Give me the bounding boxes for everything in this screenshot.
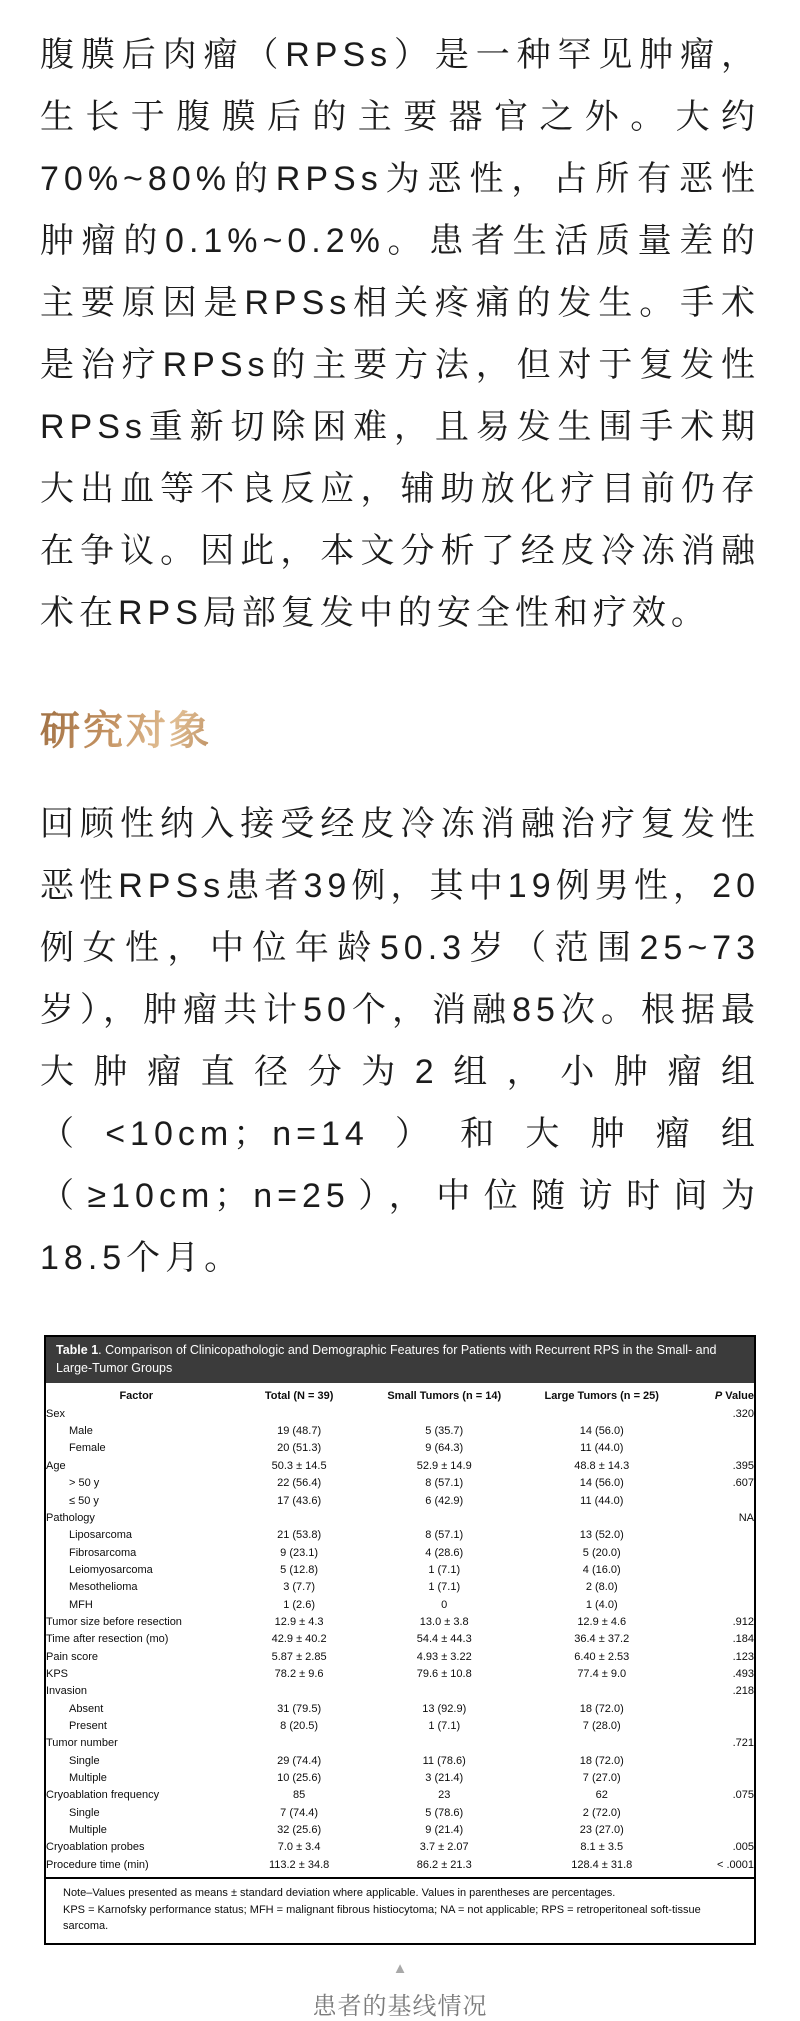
up-triangle-icon: ▲: [392, 1959, 408, 1977]
table-cell: 1 (4.0): [585, 1598, 618, 1611]
table-cell: 42.9 ± 40.2: [271, 1633, 327, 1646]
table-cell: 20 (51.3): [277, 1442, 322, 1455]
table-cell: 0: [441, 1598, 448, 1611]
col-header-small-tumors: Small Tumors (n = 14): [387, 1390, 502, 1402]
table-row: [46, 1805, 754, 1822]
table-row: [46, 1631, 754, 1648]
table1-notes: [46, 1877, 754, 1943]
table-cell: [517, 1684, 687, 1701]
col-header-total: Total (N = 39): [264, 1390, 334, 1402]
table1-figure: [44, 1335, 756, 1945]
p-value-cell: NA: [738, 1511, 754, 1524]
table-row: [46, 1666, 754, 1683]
row-factor-label: Female: [69, 1442, 106, 1455]
table-cell: 5 (20.0): [582, 1546, 621, 1559]
p-value-cell: [687, 1753, 754, 1770]
table-cell: [517, 1510, 687, 1527]
table-row: [46, 1857, 754, 1874]
table-cell: 77.4 ± 9.0: [577, 1667, 627, 1680]
table-cell: 7 (27.0): [582, 1772, 621, 1785]
table-row: [46, 1649, 754, 1666]
col-header-p-value: [687, 1383, 754, 1406]
table-cell: 11 (44.0): [580, 1494, 624, 1507]
table-cell: [227, 1406, 372, 1423]
table-cell: 8 (20.5): [280, 1719, 319, 1732]
row-factor-label: Single: [69, 1754, 100, 1767]
table-cell: [372, 1510, 517, 1527]
table-row: [46, 1822, 754, 1839]
row-factor-label: > 50 y: [69, 1477, 100, 1490]
table1-title-text: . Comparison of Clinicopathologic and Demographic Features for Patients with Recurrent RPS in the Small- and Large-Tumor Groups: [56, 1343, 717, 1375]
p-value-cell: [687, 1770, 754, 1787]
table-cell: 79.6 ± 10.8: [416, 1667, 472, 1680]
table-cell: 128.4 ± 31.8: [571, 1858, 633, 1871]
table-cell: 10 (25.6): [277, 1772, 322, 1785]
row-factor-label: Pathology: [46, 1511, 95, 1524]
p-value-cell: [687, 1527, 754, 1544]
table-cell: 21 (53.8): [277, 1529, 322, 1542]
table1: [46, 1383, 754, 1874]
table-cell: 8 (57.1): [425, 1477, 464, 1490]
table-cell: 1 (7.1): [428, 1719, 461, 1732]
p-value-cell: [687, 1441, 754, 1458]
table-cell: 4 (28.6): [425, 1546, 464, 1559]
table-row: [46, 1441, 754, 1458]
p-value-cell: [687, 1718, 754, 1735]
table-cell: 2 (8.0): [585, 1581, 618, 1594]
row-factor-label: Cryoablation probes: [46, 1841, 145, 1854]
table-cell: [227, 1510, 372, 1527]
table-cell: 29 (74.4): [277, 1754, 322, 1767]
table1-body: [46, 1406, 754, 1874]
p-value-cell: .005: [732, 1841, 754, 1854]
p-value-italic: P: [714, 1390, 723, 1402]
table-row: [46, 1840, 754, 1857]
row-factor-label: Procedure time (min): [46, 1858, 149, 1871]
row-factor-label: Fibrosarcoma: [69, 1546, 137, 1559]
row-factor-label: KPS: [46, 1667, 69, 1680]
table-cell: 85: [292, 1789, 306, 1802]
table-cell: 23: [438, 1789, 451, 1802]
row-factor-label: Invasion: [46, 1685, 87, 1698]
row-factor-label: Tumor size before resection: [46, 1615, 182, 1628]
table-cell: 31 (79.5): [277, 1702, 322, 1715]
table1-title: [46, 1337, 754, 1383]
table-cell: 1 (7.1): [428, 1581, 461, 1594]
table-cell: 4 (16.0): [582, 1563, 621, 1576]
table-cell: [372, 1406, 517, 1423]
table-cell: [517, 1736, 687, 1753]
table-cell: 3 (7.7): [283, 1581, 315, 1594]
table-row: [46, 1788, 754, 1805]
table-row: [46, 1579, 754, 1596]
table-cell: 9 (64.3): [425, 1442, 464, 1455]
p-value-cell: .184: [732, 1633, 754, 1646]
table-cell: 6 (42.9): [425, 1494, 464, 1507]
section-heading: 研究对象: [40, 702, 212, 760]
row-factor-label: Cryoablation frequency: [46, 1789, 160, 1802]
p-value-cell: < .0001: [716, 1858, 754, 1871]
table-cell: 12.9 ± 4.6: [577, 1615, 627, 1628]
table-cell: 8 (57.1): [425, 1529, 464, 1542]
table-cell: 22 (56.4): [277, 1477, 322, 1490]
row-factor-label: Tumor number: [46, 1737, 118, 1750]
table-cell: 18 (72.0): [579, 1754, 624, 1767]
table-cell: 50.3 ± 14.5: [271, 1459, 327, 1472]
table-cell: 1 (7.1): [428, 1563, 461, 1576]
table-cell: [227, 1684, 372, 1701]
p-value-rest: Value: [722, 1390, 754, 1402]
intro-paragraph: 腹膜后肉瘤（RPSs）是一种罕见肿瘤，生长于腹膜后的主要器官之外。大约70%~80%的RPSs为恶性，占所有恶性肿瘤的0.1%~0.2%。患者生活质量差的主要原因是RPSs相关疼痛的发生。手术是治疗RPSs的主要方法，但对于复发性RPSs重新切除困难，且易发生围手术期大出血等不良反应，辅助放化疗目前仍存在争议。因此，本文分析了经皮冷冻消融术在RPS局部复发中的安全性和疗效。: [40, 36, 760, 632]
table-cell: 2 (72.0): [582, 1806, 621, 1819]
table-cell: 14 (56.0): [579, 1425, 624, 1438]
table-cell: 86.2 ± 21.3: [416, 1858, 472, 1871]
table-cell: 3 (21.4): [425, 1772, 464, 1785]
table-row: [46, 1597, 754, 1614]
p-value-cell: [687, 1805, 754, 1822]
table-cell: 5 (12.8): [280, 1563, 319, 1576]
table-cell: 7 (28.0): [582, 1719, 621, 1732]
p-value-cell: [687, 1493, 754, 1510]
row-factor-label: Single: [69, 1806, 100, 1819]
table-cell: [517, 1406, 687, 1423]
row-factor-label: Absent: [69, 1702, 104, 1715]
table-row: [46, 1736, 754, 1753]
table-cell: 11 (44.0): [580, 1442, 624, 1455]
table-row: [46, 1770, 754, 1787]
row-factor-label: Present: [69, 1719, 107, 1732]
row-factor-label: Multiple: [69, 1772, 107, 1785]
methods-paragraph: 回顾性纳入接受经皮冷冻消融治疗复发性恶性RPSs患者39例，其中19例男性，20例女性，中位年龄50.3岁（范围25~73岁），肿瘤共计50个，消融85次。根据最大肿瘤直径分为2组，小肿瘤组（<10cm；n=14）和大肿瘤组（≥10cm；n=25），中位随访时间为18.5个月。: [40, 805, 760, 1277]
table-cell: 54.4 ± 44.3: [416, 1633, 472, 1646]
table1-note-line2: KPS = Karnofsky performance status; MFH = malignant fibrous histiocytoma; NA = not applicable; RPS = retroperitoneal soft-tissue sarcoma.: [63, 1903, 701, 1933]
table-cell: 13 (92.9): [422, 1702, 467, 1715]
row-factor-label: ≤ 50 y: [69, 1494, 99, 1507]
table-row: [46, 1753, 754, 1770]
row-factor-label: Mesothelioma: [69, 1581, 138, 1594]
table-row: [46, 1475, 754, 1492]
row-factor-label: Pain score: [46, 1650, 98, 1663]
figure-caption: 患者的基线情况: [312, 1992, 488, 2020]
table-cell: [227, 1736, 372, 1753]
p-value-cell: [687, 1822, 754, 1839]
row-factor-label: Leiomyosarcoma: [69, 1563, 153, 1576]
col-header-large-tumors: Large Tumors (n = 25): [544, 1390, 659, 1402]
col-header-factor: Factor: [119, 1390, 154, 1402]
p-value-cell: .607: [732, 1477, 754, 1490]
table-row: [46, 1510, 754, 1527]
table-row: [46, 1527, 754, 1544]
table-cell: 7.0 ± 3.4: [277, 1841, 321, 1854]
table-cell: 11 (78.6): [422, 1754, 466, 1767]
table-row: [46, 1493, 754, 1510]
table-cell: 9 (23.1): [280, 1546, 319, 1559]
table-cell: 3.7 ± 2.07: [419, 1841, 469, 1854]
table-cell: 36.4 ± 37.2: [574, 1633, 630, 1646]
table-row: [46, 1423, 754, 1440]
table-cell: 78.2 ± 9.6: [274, 1667, 324, 1680]
table-cell: 5.87 ± 2.85: [271, 1650, 327, 1663]
table-row: [46, 1562, 754, 1579]
table-cell: 13.0 ± 3.8: [419, 1615, 469, 1628]
table-cell: 6.40 ± 2.53: [574, 1650, 630, 1663]
table-cell: 18 (72.0): [579, 1702, 624, 1715]
table-cell: 19 (48.7): [277, 1425, 322, 1438]
table-cell: 52.9 ± 14.9: [416, 1459, 472, 1472]
table-cell: 1 (2.6): [283, 1598, 315, 1611]
table-cell: 48.8 ± 14.3: [574, 1459, 630, 1472]
table-row: [46, 1458, 754, 1475]
table-cell: 9 (21.4): [425, 1824, 464, 1837]
table-row: [46, 1684, 754, 1701]
table-row: [46, 1614, 754, 1631]
table-cell: 7 (74.4): [280, 1806, 319, 1819]
p-value-cell: .123: [732, 1650, 754, 1663]
table1-header: [46, 1383, 754, 1406]
table1-header-row: [46, 1383, 754, 1406]
p-value-cell: .912: [732, 1615, 754, 1628]
p-value-cell: .493: [732, 1667, 754, 1680]
table-cell: 14 (56.0): [579, 1477, 624, 1490]
table1-note-line1: Note–Values presented as means ± standard deviation where applicable. Values in parentheses are percentages.: [63, 1887, 616, 1900]
table-cell: [372, 1684, 517, 1701]
table-row: [46, 1545, 754, 1562]
row-factor-label: Liposarcoma: [69, 1529, 132, 1542]
table-cell: 113.2 ± 34.8: [268, 1858, 330, 1871]
row-factor-label: Time after resection (mo): [46, 1633, 169, 1646]
row-factor-label: Age: [46, 1459, 66, 1472]
p-value-cell: [687, 1579, 754, 1596]
table-cell: 32 (25.6): [277, 1824, 322, 1837]
p-value-cell: .218: [732, 1685, 754, 1698]
p-value-cell: [687, 1597, 754, 1614]
p-value-cell: [687, 1562, 754, 1579]
p-value-cell: .721: [732, 1737, 754, 1750]
table-cell: 62: [595, 1789, 608, 1802]
table-cell: 13 (52.0): [579, 1529, 624, 1542]
p-value-cell: [687, 1701, 754, 1718]
p-value-cell: [687, 1423, 754, 1440]
table-cell: 8.1 ± 3.5: [580, 1841, 624, 1854]
table-cell: [372, 1736, 517, 1753]
table-row: [46, 1718, 754, 1735]
table-row: [46, 1406, 754, 1423]
table-row: [46, 1701, 754, 1718]
row-factor-label: Male: [69, 1425, 93, 1438]
row-factor-label: Sex: [46, 1407, 65, 1420]
p-value-cell: .320: [732, 1407, 754, 1420]
p-value-cell: .395: [732, 1459, 754, 1472]
table1-title-label: Table 1: [56, 1343, 99, 1357]
table-cell: 12.9 ± 4.3: [274, 1615, 324, 1628]
table-cell: 5 (78.6): [425, 1806, 464, 1819]
table-cell: 5 (35.7): [425, 1425, 464, 1438]
row-factor-label: Multiple: [69, 1824, 107, 1837]
table-cell: 4.93 ± 3.22: [416, 1650, 472, 1663]
table-cell: 23 (27.0): [579, 1824, 624, 1837]
row-factor-label: MFH: [69, 1598, 93, 1611]
p-value-cell: [687, 1545, 754, 1562]
table-cell: 17 (43.6): [277, 1494, 322, 1507]
figure-footer: [40, 1961, 760, 2021]
p-value-cell: .075: [732, 1789, 754, 1802]
